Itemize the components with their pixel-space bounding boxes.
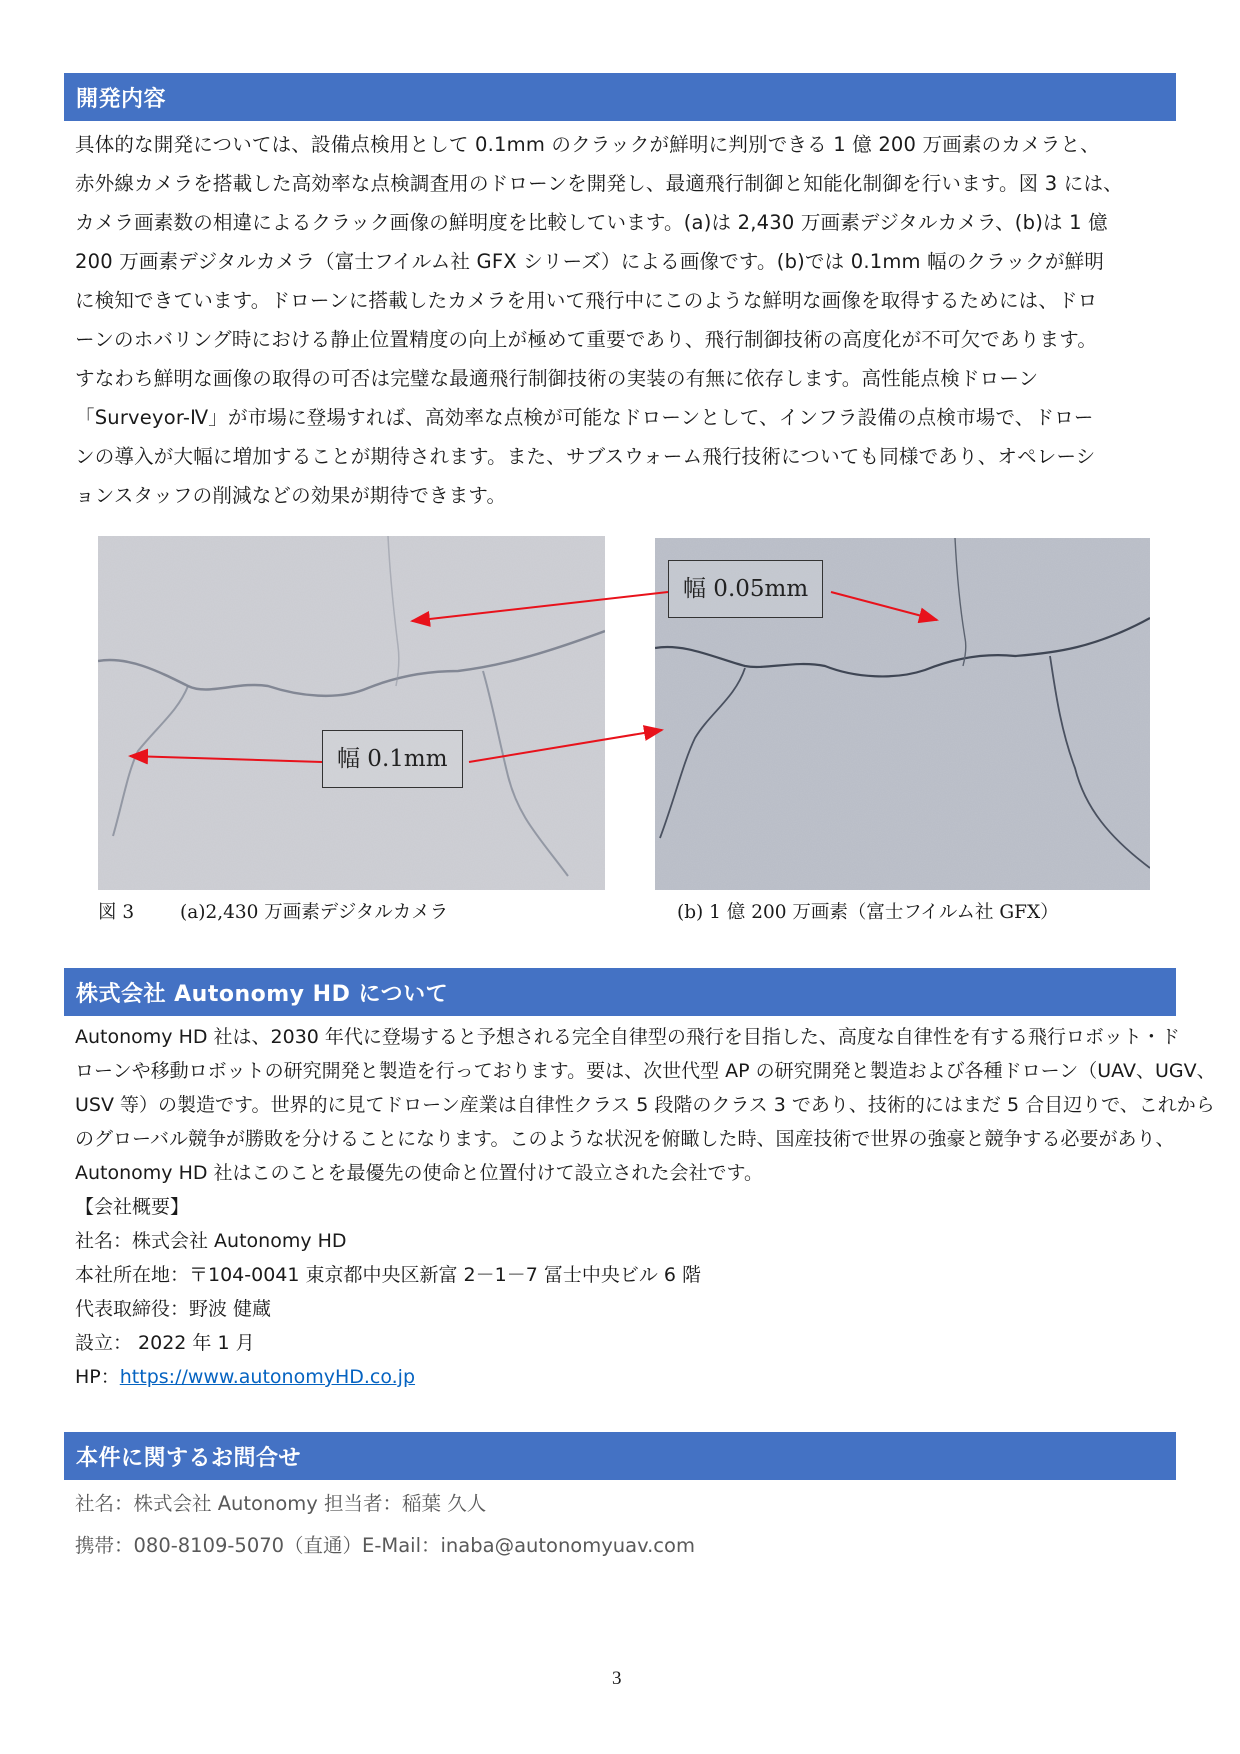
company-address: 本社所在地：〒104-0041 東京都中央区新富 2－1－7 冨士中央ビル 6 階 — [75, 1264, 702, 1286]
homepage-link[interactable]: https://www.autonomyHD.co.jp — [119, 1366, 416, 1388]
company-founded: 設立： 2022 年 1 月 — [75, 1332, 255, 1354]
section-header-company — [64, 968, 1176, 1016]
contact-person: 社名：株式会社 Autonomy 担当者：稲葉 久人 — [75, 1492, 487, 1515]
section-title: 開発内容 — [76, 87, 167, 112]
paragraph-line: に検知できています。ドローンに搭載したカメラを用いて飛行中にこのような鮮明な画像を取得するためには、ドロ — [75, 289, 1098, 312]
paragraph-line: Autonomy HD 社は、2030 年代に登場すると予想される完全自律型の飛行を目指した、高度な自律性を有する飛行ロボット・ド — [75, 1026, 1180, 1048]
contact-phone-email: 携帯：080-8109-5070（直通）E-Mail：inaba@autonomyuav.com — [75, 1534, 695, 1557]
paragraph-line: ンの導入が大幅に増加することが期待されます。また、サブスウォーム飛行技術についても同様であり、オペレーシ — [75, 445, 1096, 468]
paragraph-line: すなわち鮮明な画像の取得の可否は完璧な最適飛行制御技術の実装の有無に依存します。高性能点検ドローン — [75, 367, 1039, 390]
arrow-narrow-a — [412, 592, 668, 621]
arrow-narrow-b — [831, 592, 937, 620]
crack-width-label-wide: 幅 0.1mm — [322, 730, 463, 788]
arrow-wide-b — [469, 730, 662, 762]
figure-number: 図 3 — [98, 902, 135, 923]
paragraph-line: Autonomy HD 社はこのことを最優先の使命と位置付けて設立された会社です。 — [75, 1162, 764, 1184]
crack-width-label-narrow: 幅 0.05mm — [668, 560, 823, 618]
figure-caption-a: (a)2,430 万画素デジタルカメラ — [180, 902, 449, 923]
paragraph-line: ローンや移動ロボットの研究開発と製造を行っております。要は、次世代型 AP の研究開発と製造および各種ドローン（UAV、UGV、 — [75, 1060, 1216, 1082]
paragraph-line: カメラ画素数の相違によるクラック画像の鮮明度を比較しています。(a)は 2,430 万画素デジタルカメラ、(b)は 1 億 — [75, 211, 1108, 234]
section-title: 本件に関するお問合せ — [76, 1446, 302, 1471]
company-overview-heading: 【会社概要】 — [75, 1196, 190, 1218]
section-title: 株式会社 Autonomy HD について — [76, 982, 449, 1007]
arrow-wide-a — [130, 756, 322, 762]
company-homepage — [75, 1362, 415, 1389]
paragraph-line: 赤外線カメラを搭載した高効率な点検調査用のドローンを開発し、最適飛行制御と知能化制御を行います。図 3 には、 — [75, 172, 1123, 195]
paragraph-line: 具体的な開発については、設備点検用として 0.1mm のクラックが鮮明に判別できる 1 億 200 万画素のカメラと、 — [75, 133, 1100, 156]
paragraph-line: のグローバル競争が勝敗を分けることになります。このような状況を俯瞰した時、国産技術で世界の強豪と競争する必要があり、 — [75, 1128, 1175, 1150]
paragraph-line: ョンスタッフの削減などの効果が期待できます。 — [75, 484, 507, 507]
paragraph-line: USV 等）の製造です。世界的に見てドローン産業は自律性クラス 5 段階のクラス 3 であり、技術的にはまだ 5 合目辺りで、これから — [75, 1094, 1215, 1116]
company-name: 社名：株式会社 Autonomy HD — [75, 1230, 347, 1252]
page-number: 3 — [612, 1668, 622, 1689]
paragraph-line: ーンのホバリング時における静止位置精度の向上が極めて重要であり、飛行制御技術の高度化が不可欠であります。 — [75, 328, 1098, 351]
paragraph-line: 200 万画素デジタルカメラ（富士フイルム社 GFX シリーズ）による画像です。(b)では 0.1mm 幅のクラックが鮮明 — [75, 250, 1105, 273]
paragraph-line: 「Surveyor-Ⅳ」が市場に登場すれば、高効率な点検が可能なドローンとして、インフラ設備の点検市場で、ドロー — [75, 406, 1094, 429]
homepage-label: HP： — [75, 1366, 120, 1388]
figure-caption-b: (b) 1 億 200 万画素（富士フイルム社 GFX） — [677, 902, 1059, 923]
company-ceo: 代表取締役：野波 健蔵 — [75, 1298, 272, 1320]
section-header-contact — [64, 1432, 1176, 1480]
